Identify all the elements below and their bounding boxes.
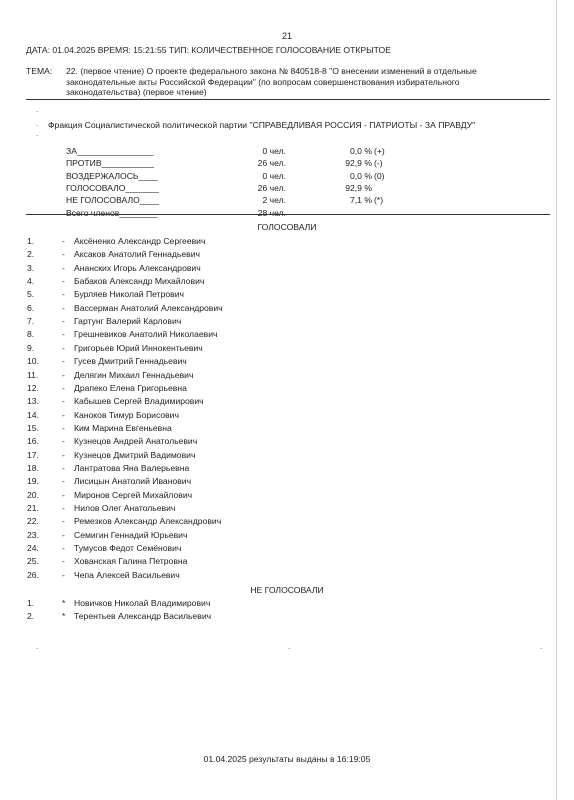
deputy-row xyxy=(0,263,574,276)
vote-mark: - xyxy=(62,422,65,433)
deputy-name: Грешневиков Анатолий Николаевич xyxy=(74,329,218,340)
row-number: 10. xyxy=(27,356,39,367)
row-number: 22. xyxy=(27,516,39,527)
margin-tick: . xyxy=(288,642,291,651)
row-number: 12. xyxy=(27,382,39,393)
top-divider xyxy=(26,99,550,100)
deputy-name: Григорьев Юрий Иннокентьевич xyxy=(74,342,203,353)
summary-mark: (*) xyxy=(374,195,384,206)
vote-mark: - xyxy=(62,462,65,473)
summary-percent: 92,9 % xyxy=(345,158,372,169)
vote-mark: - xyxy=(62,276,65,287)
summary-label: ГОЛОСОВАЛО_______ xyxy=(66,182,159,193)
vote-mark: - xyxy=(62,316,65,327)
deputy-row xyxy=(0,423,574,436)
vote-mark: - xyxy=(62,516,65,527)
deputy-row xyxy=(0,463,574,476)
deputy-name: Тумусов Федот Семёнович xyxy=(74,543,182,554)
deputy-row xyxy=(0,316,574,329)
row-number: 23. xyxy=(27,529,39,540)
theme-label: ТЕМА: xyxy=(26,66,53,76)
row-number: 9. xyxy=(27,342,35,353)
results-issued-footer: 01.04.2025 результаты выданы в 16:19:05 xyxy=(203,754,371,764)
deputy-row xyxy=(0,476,574,489)
deputy-name: Кузнецов Дмитрий Вадимович xyxy=(74,449,196,460)
deputy-row xyxy=(0,236,574,249)
deputy-row xyxy=(0,530,574,543)
deputy-name: Вассерман Анатолий Александрович xyxy=(74,302,223,313)
summary-count: 0 чел. xyxy=(262,146,286,156)
summary-percent: 0,0 % xyxy=(350,146,372,156)
row-number: 20. xyxy=(27,489,39,500)
deputy-row xyxy=(0,611,574,624)
deputy-row xyxy=(0,503,574,516)
vote-mark: - xyxy=(62,449,65,460)
margin-tick: . xyxy=(540,642,543,651)
row-number: 26. xyxy=(27,569,39,580)
deputy-name: Кабышев Сергей Владимирович xyxy=(74,396,204,407)
vote-mark: - xyxy=(62,569,65,580)
summary-row xyxy=(0,195,574,207)
deputy-name: Ким Марина Евгеньевна xyxy=(74,422,172,433)
deputy-row xyxy=(0,356,574,369)
deputy-name: Терентьев Александр Васильевич xyxy=(74,611,212,622)
deputy-name: Гартунг Валерий Карлович xyxy=(74,316,182,327)
deputy-row xyxy=(0,556,574,569)
vote-mark: * xyxy=(62,598,66,608)
deputy-name: Кузнецов Андрей Анатольевич xyxy=(74,436,198,447)
row-number: 3. xyxy=(27,262,35,273)
vote-mark: - xyxy=(62,556,65,567)
deputy-row xyxy=(0,383,574,396)
deputy-row xyxy=(0,289,574,302)
summary-percent: 92,9 % xyxy=(345,182,372,193)
deputy-row xyxy=(0,303,574,316)
row-number: 24. xyxy=(27,543,39,554)
summary-label: Всего членов________ xyxy=(66,207,158,218)
deputy-name: Ремезков Александр Александрович xyxy=(74,516,222,527)
deputy-name: Миронов Сергей Михайлович xyxy=(74,489,193,500)
deputy-row xyxy=(0,370,574,383)
row-number: 5. xyxy=(27,289,35,300)
row-number: 2. xyxy=(27,611,35,622)
summary-row xyxy=(0,183,574,195)
row-number: 7. xyxy=(27,316,35,327)
vote-mark: - xyxy=(62,236,65,246)
deputy-row xyxy=(0,249,574,262)
summary-mark: (+) xyxy=(374,146,385,156)
margin-tick: . xyxy=(36,119,39,128)
vote-mark: - xyxy=(62,262,65,273)
summary-label: ПРОТИВ___________ xyxy=(66,158,155,169)
vote-mark: - xyxy=(62,369,65,380)
summary-mark: (-) xyxy=(374,158,383,169)
deputy-row xyxy=(0,516,574,529)
deputy-name: Бурляев Николай Петрович xyxy=(74,289,184,300)
margin-tick: . xyxy=(36,642,39,651)
deputy-row xyxy=(0,570,574,583)
vote-mark: - xyxy=(62,342,65,353)
deputy-name: Лантратова Яна Валерьевна xyxy=(74,462,190,473)
summary-count: 28 чел. xyxy=(257,207,286,218)
deputy-row xyxy=(0,450,574,463)
vote-mark: - xyxy=(62,249,65,260)
vote-mark: - xyxy=(62,382,65,393)
deputy-row xyxy=(0,343,574,356)
row-number: 19. xyxy=(27,476,39,487)
vote-mark: - xyxy=(62,476,65,487)
deputy-name: Новичков Николай Владимирович xyxy=(74,598,211,608)
deputy-name: Гусев Дмитрий Геннадьевич xyxy=(74,356,187,367)
summary-label: ВОЗДЕРЖАЛОСЬ____ xyxy=(66,170,158,181)
deputy-name: Аксёненко Александр Сергеевич xyxy=(74,236,206,246)
summary-mark: (0) xyxy=(374,170,385,181)
row-number: 13. xyxy=(27,396,39,407)
deputy-row xyxy=(0,276,574,289)
vote-mark: - xyxy=(62,489,65,500)
vote-mark: - xyxy=(62,289,65,300)
vote-mark: - xyxy=(62,543,65,554)
deputy-name: Бабаков Александр Михайлович xyxy=(74,276,205,287)
row-number: 18. xyxy=(27,462,39,473)
row-number: 25. xyxy=(27,556,39,567)
row-number: 15. xyxy=(27,422,39,433)
vote-mark: - xyxy=(62,302,65,313)
row-number: 14. xyxy=(27,409,39,420)
row-number: 4. xyxy=(27,276,35,287)
summary-count: 26 чел. xyxy=(257,182,286,193)
margin-tick: . xyxy=(36,105,39,114)
summary-percent: 0,0 % xyxy=(350,170,372,181)
deputy-name: Чепа Алексей Васильевич xyxy=(74,569,180,580)
summary-row xyxy=(0,146,574,158)
theme-text: 22. (первое чтение) О проекте федерального закона № 840518-8 "О внесении изменений в отдельные законодательные акты Российской Федерации" (по вопросам совершенствования избирательного законодательства) (первое чтение) xyxy=(66,66,477,98)
summary-divider xyxy=(26,214,550,215)
deputy-name: Аксаков Анатолий Геннадьевич xyxy=(74,249,200,260)
margin-tick: . xyxy=(36,129,39,138)
faction-title: Фракция Социалистической политической партии "СПРАВЕДЛИВАЯ РОССИЯ - ПАТРИОТЫ - ЗА ПРАВДУ" xyxy=(48,120,476,130)
deputy-row xyxy=(0,329,574,342)
row-number: 1. xyxy=(27,598,35,608)
vote-mark: - xyxy=(62,529,65,540)
row-number: 1. xyxy=(27,236,35,246)
deputy-row xyxy=(0,436,574,449)
deputy-row xyxy=(0,490,574,503)
deputy-row xyxy=(0,410,574,423)
deputy-row xyxy=(0,543,574,556)
voted-section-title: ГОЛОСОВАЛИ xyxy=(257,222,317,232)
vote-mark: * xyxy=(62,611,66,622)
vote-mark: - xyxy=(62,503,65,513)
summary-row xyxy=(0,158,574,170)
page-number: 21 xyxy=(281,31,292,41)
vote-mark: - xyxy=(62,409,65,420)
deputy-name: Нилов Олег Анатольевич xyxy=(74,503,176,513)
row-number: 11. xyxy=(27,369,39,380)
vote-mark: - xyxy=(62,356,65,367)
vote-mark: - xyxy=(62,329,65,340)
summary-count: 26 чел. xyxy=(257,158,286,169)
scan-edge xyxy=(556,0,557,800)
summary-percent: 7,1 % xyxy=(350,195,372,206)
deputy-row xyxy=(0,396,574,409)
deputy-name: Ананских Игорь Александрович xyxy=(74,262,201,273)
row-number: 6. xyxy=(27,302,35,313)
row-number: 16. xyxy=(27,436,39,447)
summary-label: ЗА________________ xyxy=(66,146,154,156)
summary-count: 0 чел. xyxy=(262,170,286,181)
vote-mark: - xyxy=(62,396,65,407)
not-voted-section-title: НЕ ГОЛОСОВАЛИ xyxy=(250,585,324,595)
row-number: 8. xyxy=(27,329,35,340)
deputy-name: Драпеко Елена Григорьевна xyxy=(74,382,187,393)
deputy-name: Каноков Тимур Борисович xyxy=(74,409,179,420)
deputy-name: Хованская Галина Петровна xyxy=(74,556,188,567)
deputy-name: Делягин Михаил Геннадьевич xyxy=(74,369,194,380)
vote-header: ДАТА: 01.04.2025 ВРЕМЯ: 15:21:55 ТИП: КОЛИЧЕСТВЕННОЕ ГОЛОСОВАНИЕ ОТКРЫТОЕ xyxy=(26,45,391,55)
summary-count: 2 чел. xyxy=(262,195,286,206)
deputy-name: Лисицын Анатолий Иванович xyxy=(74,476,192,487)
deputy-row xyxy=(0,598,574,611)
vote-mark: - xyxy=(62,436,65,447)
summary-label: НЕ ГОЛОСОВАЛО____ xyxy=(66,195,159,206)
row-number: 17. xyxy=(27,449,39,460)
deputy-name: Семигин Геннадий Юрьевич xyxy=(74,529,188,540)
row-number: 2. xyxy=(27,249,35,260)
row-number: 21. xyxy=(27,503,39,513)
summary-row xyxy=(0,171,574,183)
